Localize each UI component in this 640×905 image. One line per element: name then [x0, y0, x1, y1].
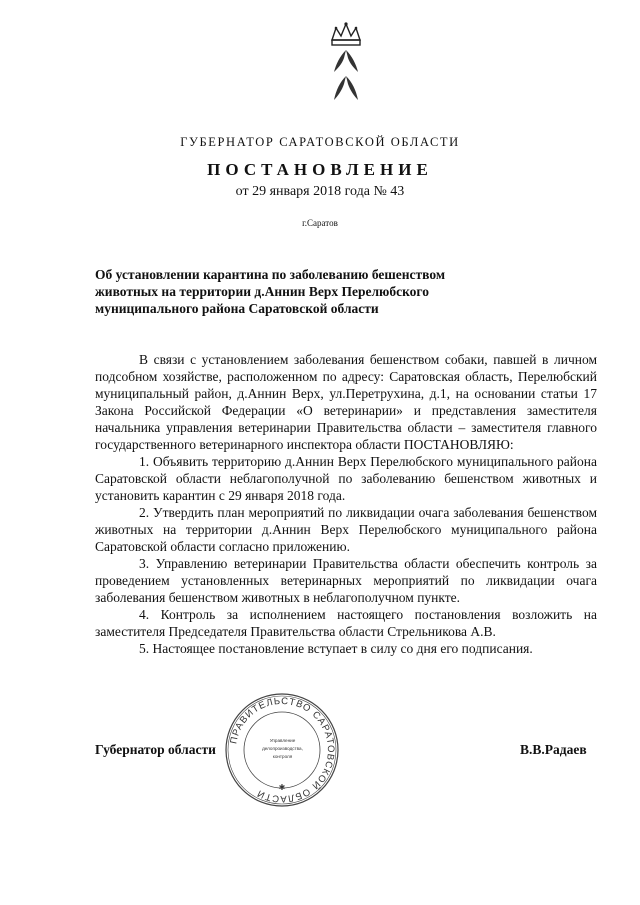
issuing-authority: ГУБЕРНАТОР САРАТОВСКОЙ ОБЛАСТИ: [180, 135, 460, 149]
signatory-title: Губернатор области: [95, 742, 216, 757]
stamp-inner-text: контроля: [272, 754, 293, 759]
preamble-paragraph: В связи с установлением заболевания бешенством собаки, павшей в личном подсобном хозяйстве, расположенном по адресу: Саратовская область, Перелюбский муниципальный район, д.Аннин Верх, ул.Перетрухина, д.1, на основании статьи 17 Закона Российской Федерации «О ветеринарии» и представления заместителя начальника управления ветеринарии Правительства области – заместителя главного государственного ветеринарного инспектора области ПОСТАНОВЛЯЮ:: [95, 352, 597, 452]
document-body: [95, 351, 597, 657]
svg-text:✱: ✱: [278, 783, 286, 792]
document-city: г.Саратов: [302, 218, 338, 228]
stamp-inner-text: делопроизводства,: [262, 746, 303, 751]
clause-paragraph: 2. Утвердить план мероприятий по ликвидации очага заболевания бешенством животных на территории д.Аннин Верх Перелюбского муниципального района Саратовской области согласно приложению.: [95, 505, 597, 554]
coat-of-arms-emblem: [322, 20, 370, 110]
stamp-inner-text: Управление: [269, 738, 296, 743]
document-subject: Об установлении карантина по заболеванию бешенством животных на территории д.Аннин Верх Перелюбского муниципального района Саратовской области: [95, 267, 446, 316]
signatory-name: В.В.Радаев: [520, 742, 587, 757]
clause-paragraph: 5. Настоящее постановление вступает в силу со дня его подписания.: [139, 641, 533, 656]
clause-paragraph: 4. Контроль за исполнением настоящего постановления возложить на заместителя Председателя Правительства области Стрельникова А.В.: [95, 607, 597, 639]
document-type-title: ПОСТАНОВЛЕНИЕ: [207, 160, 433, 179]
clause-paragraph: 1. Объявить территорию д.Аннин Верх Перелюбского муниципального района Саратовской области неблагополучной по заболеванию бешенством животных и установить карантин с 29 января 2018 года.: [95, 454, 597, 503]
clause-paragraph: 3. Управлению ветеринарии Правительства области обеспечить контроль за проведением установленных ветеринарных мероприятий по ликвидации очага заболевания бешенством животных в неблагополучном пункте.: [95, 556, 597, 605]
stamp-ring-text: ПРАВИТЕЛЬСТВО САРАТОВСКОЙ ОБЛАСТИ: [228, 695, 337, 805]
document-date-number: от 29 января 2018 года № 43: [235, 184, 405, 199]
